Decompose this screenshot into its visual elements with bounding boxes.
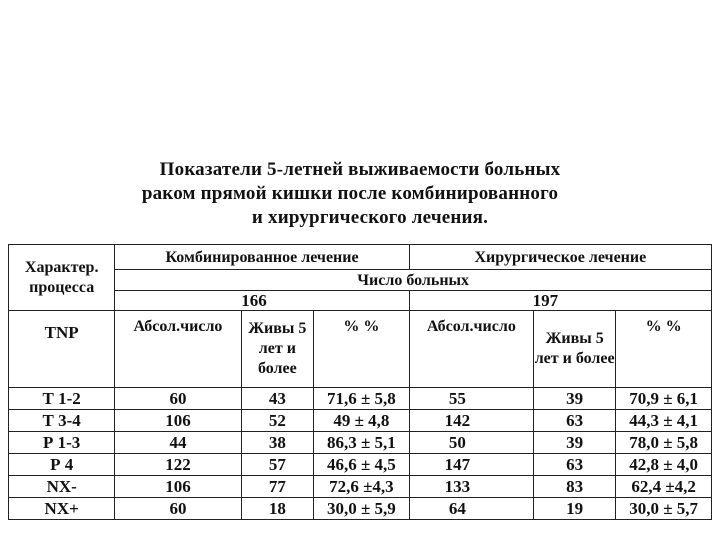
row-process: Т 3-4 (9, 410, 115, 432)
surgical-total-value: 197 (532, 291, 559, 310)
surgical-pct-cell: 62,4 ±4,2 (616, 476, 712, 498)
combined-alive-cell: 77 (241, 476, 313, 498)
table-row (9, 410, 712, 432)
surgical-pct-cell: 78,0 ± 5,8 (616, 432, 712, 454)
surgical-pct-cell: 42,8 ± 4,0 (616, 454, 712, 476)
row-process: Т 1-2 (9, 388, 115, 410)
surgical-abs-cell: 133 (409, 476, 533, 498)
combined-pct-cell: 86,3 ± 5,1 (314, 432, 410, 454)
title-line-1: Показатели 5-летней выживаемости больных (159, 159, 561, 180)
survival-table (8, 244, 712, 520)
table-row (9, 388, 712, 410)
combined-alive-cell: 52 (241, 410, 313, 432)
combined-abs-cell: 106 (115, 476, 241, 498)
title-line-2: раком прямой кишки после комбинированного (141, 183, 559, 204)
title-line-3: и хирургического лечения. (251, 207, 489, 228)
combined-pct-cell: 72,6 ±4,3 (314, 476, 410, 498)
surgical-alive-cell: 83 (534, 476, 616, 498)
surgical-alive-cell: 63 (534, 410, 616, 432)
combined-abs-cell: 122 (115, 454, 241, 476)
combined-treatment-header: Комбинированное лечение (115, 245, 409, 270)
table-row (9, 454, 712, 476)
combined-alive-cell: 43 (241, 388, 313, 410)
patients-count-header: Число больных (115, 270, 712, 291)
combined-total-value: 166 (241, 291, 267, 310)
surgical-abs-cell: 55 (409, 388, 533, 410)
combined-alive-cell: 38 (241, 432, 313, 454)
surgical-abs-header: Абсол.число (409, 311, 533, 388)
combined-abs-cell: 60 (115, 498, 241, 520)
combined-abs-header (115, 311, 241, 388)
surgical-total (409, 291, 711, 311)
surgical-abs-cell: 142 (409, 410, 533, 432)
surgical-abs-cell: 50 (409, 432, 533, 454)
row-process: NX+ (9, 498, 115, 520)
combined-pct-cell: 71,6 ± 5,8 (314, 388, 410, 410)
surgical-pct-cell: 30,0 ± 5,7 (616, 498, 712, 520)
combined-alive-cell: 57 (241, 454, 313, 476)
combined-alive-cell: 18 (241, 498, 313, 520)
surgical-alive-cell: 39 (534, 388, 616, 410)
table-row (9, 476, 712, 498)
surgical-abs-cell: 64 (409, 498, 533, 520)
surgical-alive-header: Живы 5 лет и более (534, 311, 616, 388)
table-row (9, 498, 712, 520)
tnp-label: TNP (9, 311, 115, 388)
surgical-alive-cell: 19 (534, 498, 616, 520)
surgical-pct-cell: 70,9 ± 6,1 (616, 388, 712, 410)
table-row (9, 432, 712, 454)
combined-abs-cell: 106 (115, 410, 241, 432)
combined-total (115, 291, 409, 311)
combined-abs-label: Абсол.число (133, 318, 223, 335)
process-header: Характер. процесса (9, 245, 115, 311)
document-title (110, 158, 610, 230)
surgical-pct-cell: 44,3 ± 4,1 (616, 410, 712, 432)
combined-pct-header: % % (314, 311, 410, 388)
surgical-pct-header: % % (616, 311, 712, 388)
combined-abs-cell: 44 (115, 432, 241, 454)
surgical-abs-cell: 147 (409, 454, 533, 476)
combined-abs-cell: 60 (115, 388, 241, 410)
row-process: NX- (9, 476, 115, 498)
combined-pct-cell: 46,6 ± 4,5 (314, 454, 410, 476)
combined-pct-cell: 49 ± 4,8 (314, 410, 410, 432)
surgical-alive-cell: 39 (534, 432, 616, 454)
combined-alive-header: Живы 5 лет и более (241, 311, 313, 388)
combined-pct-cell: 30,0 ± 5,9 (314, 498, 410, 520)
surgical-treatment-header: Хирургическое лечение (409, 245, 711, 270)
surgical-alive-cell: 63 (534, 454, 616, 476)
row-process: Р 4 (9, 454, 115, 476)
row-process: Р 1-3 (9, 432, 115, 454)
